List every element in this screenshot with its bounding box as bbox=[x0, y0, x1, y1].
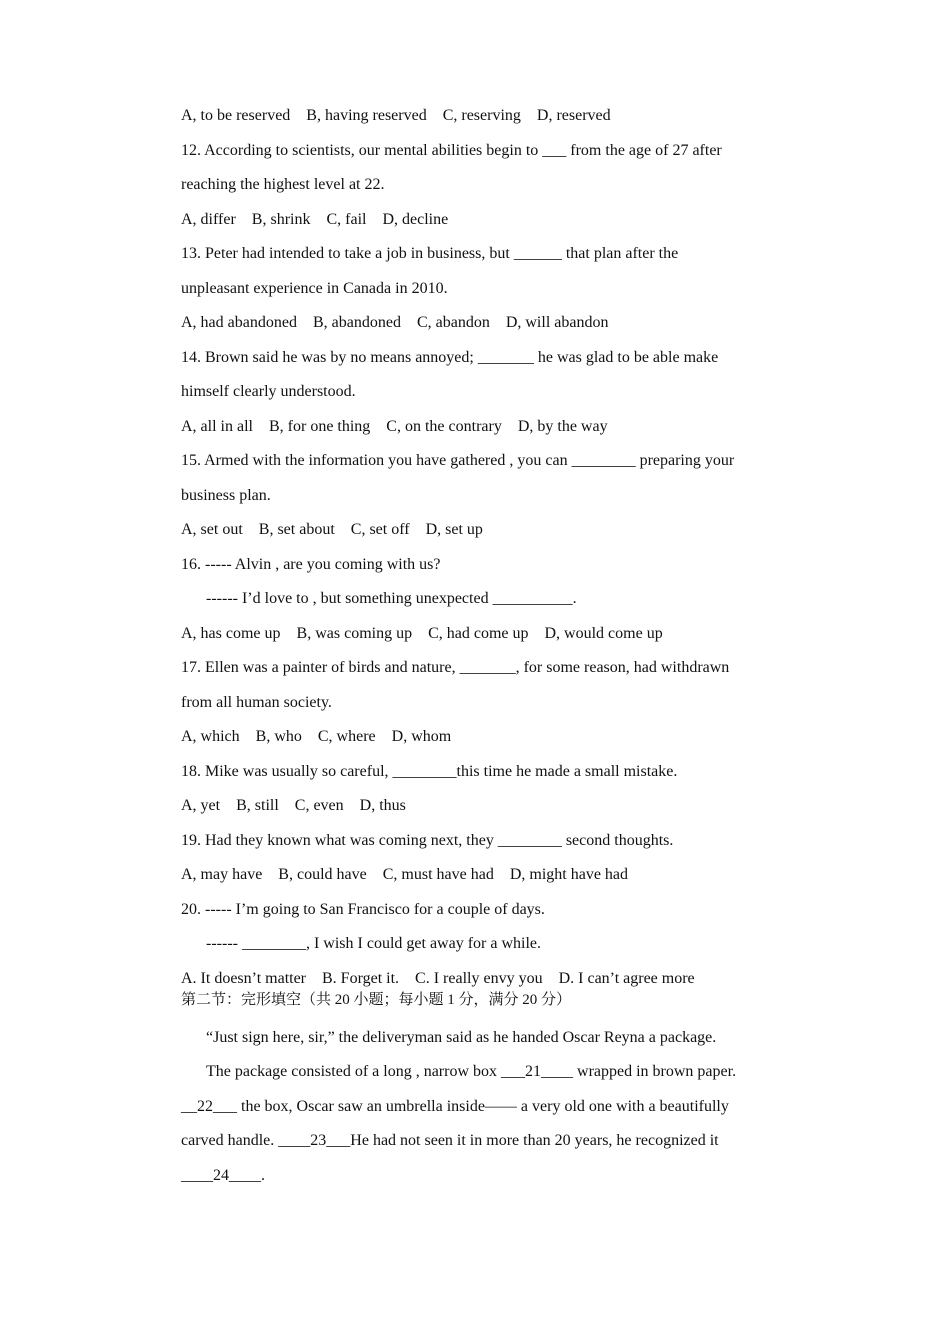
q16-stem-line2: ------ I’d love to , but something unexpected __________. bbox=[206, 590, 577, 607]
q13-stem-line1: 13. Peter had intended to take a job in business, but ______ that plan after the bbox=[181, 245, 679, 262]
q16-stem-line1: 16. ----- Alvin , are you coming with us? bbox=[181, 556, 441, 573]
passage-line-2: The package consisted of a long , narrow box ___21____ wrapped in brown paper. bbox=[206, 1063, 737, 1080]
q20-stem-line1: 20. ----- I’m going to San Francisco for a couple of days. bbox=[181, 901, 545, 918]
q12-stem-line1: 12. According to scientists, our mental abilities begin to ___ from the age of 27 after bbox=[181, 142, 722, 159]
passage-line-4: carved handle. ____23___He had not seen it in more than 20 years, he recognized it bbox=[181, 1132, 719, 1149]
q14-stem-line1: 14. Brown said he was by no means annoyed; _______ he was glad to be able make bbox=[181, 349, 719, 366]
q19-stem-line1: 19. Had they known what was coming next, they ________ second thoughts. bbox=[181, 832, 674, 849]
q17-stem-line1: 17. Ellen was a painter of birds and nature, _______, for some reason, had withdrawn bbox=[181, 659, 730, 676]
passage-line-5: ____24____. bbox=[181, 1167, 265, 1184]
q20-options: A. It doesn’t matter B. Forget it. C. I really envy you D. I can’t agree more bbox=[181, 970, 695, 987]
q11-options: A, to be reserved B, having reserved C, reserving D, reserved bbox=[181, 107, 611, 124]
q17-stem-line2: from all human society. bbox=[181, 694, 332, 711]
q16-options: A, has come up B, was coming up C, had come up D, would come up bbox=[181, 625, 663, 642]
q17-options: A, which B, who C, where D, whom bbox=[181, 728, 452, 745]
q19-options: A, may have B, could have C, must have had D, might have had bbox=[181, 866, 629, 883]
q14-stem-line2: himself clearly understood. bbox=[181, 383, 356, 400]
section2-heading: 第二节：完形填空（共 20 小题；每小题 1 分，满分 20 分） bbox=[181, 992, 572, 1008]
passage-line-3: __22___ the box, Oscar saw an umbrella inside—— a very old one with a beautifully bbox=[181, 1098, 729, 1115]
q15-stem-line2: business plan. bbox=[181, 487, 271, 504]
q14-options: A, all in all B, for one thing C, on the contrary D, by the way bbox=[181, 418, 608, 435]
passage-line-1: “Just sign here, sir,” the deliveryman said as he handed Oscar Reyna a package. bbox=[206, 1029, 717, 1046]
q15-options: A, set out B, set about C, set off D, set up bbox=[181, 521, 483, 538]
q12-stem-line2: reaching the highest level at 22. bbox=[181, 176, 385, 193]
q13-stem-line2: unpleasant experience in Canada in 2010. bbox=[181, 280, 448, 297]
q18-options: A, yet B, still C, even D, thus bbox=[181, 797, 406, 814]
q12-options: A, differ B, shrink C, fail D, decline bbox=[181, 211, 449, 228]
q20-stem-line2: ------ ________, I wish I could get away for a while. bbox=[206, 935, 542, 952]
q13-options: A, had abandoned B, abandoned C, abandon D, will abandon bbox=[181, 314, 609, 331]
q18-stem-line1: 18. Mike was usually so careful, ________this time he made a small mistake. bbox=[181, 763, 678, 780]
q15-stem-line1: 15. Armed with the information you have gathered , you can ________ preparing your bbox=[181, 452, 735, 469]
